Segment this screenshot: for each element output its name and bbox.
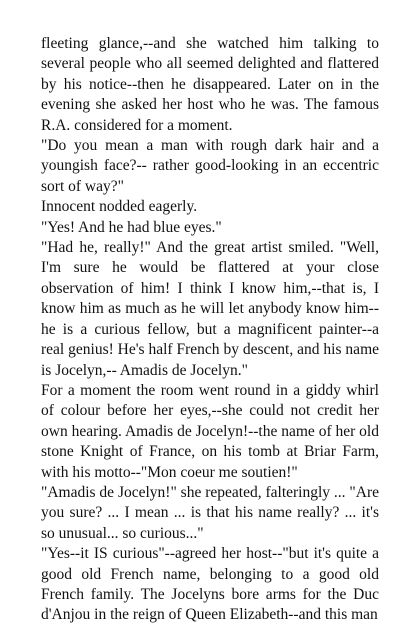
paragraph: "Amadis de Jocelyn!" she repeated, falteringly ... "Are you sure? ... I mean ... is that his name really? ... it's so unusual... so curious..." — [41, 483, 379, 542]
paragraph: "Yes--it IS curious"--agreed her host--"but it's quite a good old French name, belonging to a good old French family. The Jocelyns bore arms for the Duc d'Anjou in the reign of Queen Elizabeth--and this man — [41, 545, 379, 624]
paragraph: "Do you mean a man with rough dark hair and a youngish face?-- rather good-looking in an eccentric sort of way?" — [41, 137, 379, 195]
paragraph: For a moment the room went round in a giddy whirl of colour before her eyes,--she could not credit her own hearing. Amadis de Jocelyn!--the name of her old stone Knight of France, on his tomb at Briar Farm, with his motto--"Mon coeur me soutien!" — [41, 381, 379, 481]
body-text — [41, 34, 379, 626]
paragraph: Innocent nodded eagerly. — [41, 198, 198, 216]
paragraph: fleeting glance,--and she watched him talking to several people who all seemed delighted and flattered by his notice--then he disappeared. Later on in the evening she asked her host who he was. The famous R.A. considered for a moment. — [41, 35, 379, 134]
paragraph: "Had he, really!" And the great artist smiled. "Well, I'm sure he would be flattered at your close observation of him! I think I know him,--that is, I know him as much as he will let anybody know him--he is a curious fellow, but a magnificent painter--a real genius! He's half French by descent, and his name is Jocelyn,-- Amadis de Jocelyn." — [41, 239, 379, 379]
paragraph: "Yes! And he had blue eyes." — [41, 218, 222, 236]
